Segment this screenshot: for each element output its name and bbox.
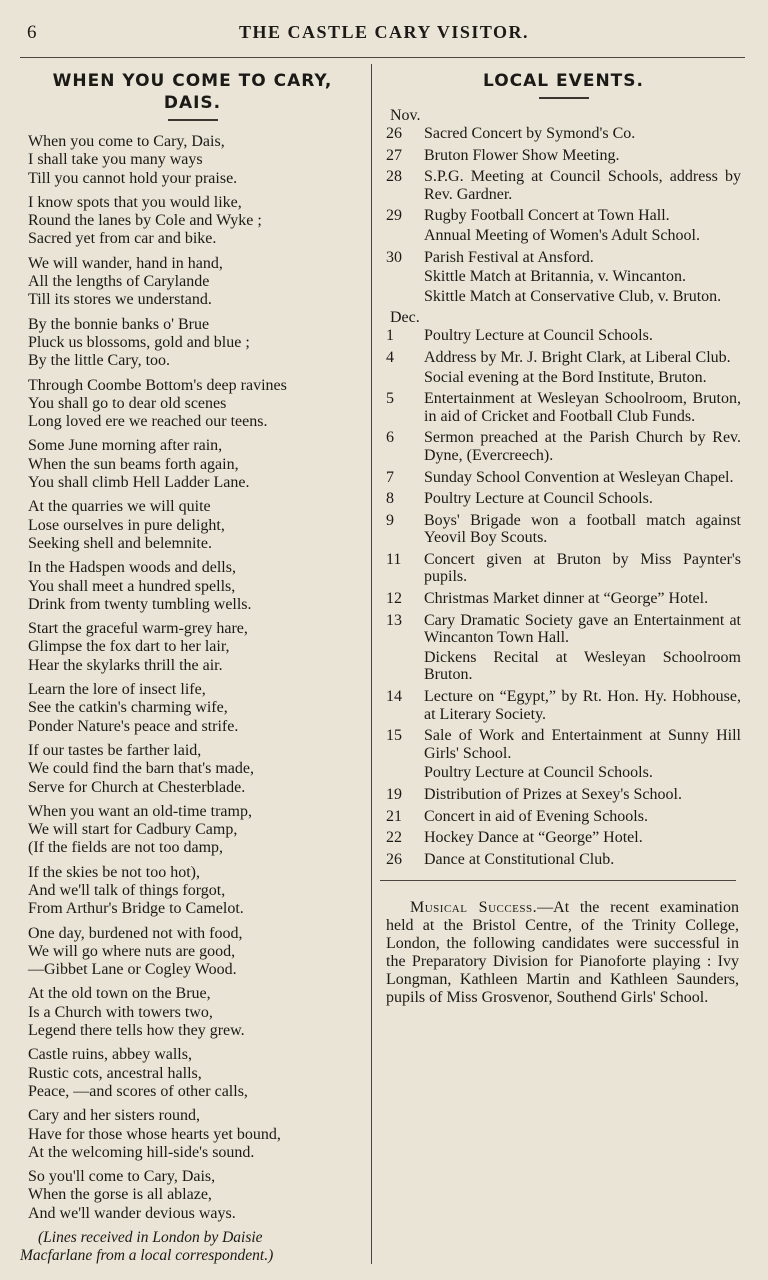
event-description: S.P.G. Meeting at Council Schools, address by Rev. Gardner. <box>424 168 741 203</box>
poem-line: By the little Cary, too. <box>28 352 171 370</box>
poem-stanza <box>28 985 365 1040</box>
poem-line: Cary and her sisters round, <box>28 1107 200 1125</box>
event-item <box>386 688 741 723</box>
event-day: 29 <box>386 207 402 225</box>
event-day: 9 <box>386 511 394 529</box>
poem-line: You shall climb Hell Ladder Lane. <box>28 474 250 492</box>
event-day: 4 <box>386 348 394 366</box>
event-descriptions <box>424 612 741 684</box>
event-description: Entertainment at Wesleyan Schoolroom, Bruton, in aid of Cricket and Football Club Funds. <box>424 390 741 425</box>
event-item <box>386 551 741 586</box>
event-descriptions <box>424 469 741 487</box>
event-descriptions <box>424 429 741 464</box>
poem-line: From Arthur's Bridge to Camelot. <box>28 900 244 918</box>
poem-line: Glimpse the fox dart to her lair, <box>28 638 230 656</box>
event-day: 19 <box>386 786 402 803</box>
poem-line: You shall go to dear old scenes <box>28 394 227 412</box>
event-day: 15 <box>386 727 402 745</box>
event-descriptions <box>424 727 741 782</box>
events-list <box>386 107 741 868</box>
event-descriptions <box>424 349 741 386</box>
event-description: Dance at Constitutional Club. <box>424 850 615 868</box>
notice-body: —At the recent examination held at the Bristol Centre, of the Trinity College, London, the following candidates were successful in the Preparatory Division for Pianoforte playing : Ivy Longman, Kathleen Martin and Kathleen Saunders, pupils of Miss Grosvenor, Southend Girls' School. <box>386 899 739 1007</box>
poem-stanza <box>28 925 365 980</box>
journal-title: THE CASTLE CARY VISITOR. <box>238 22 530 42</box>
poem-stanza <box>28 620 365 675</box>
event-day: 28 <box>386 168 402 186</box>
notice-heading: Musical Success. <box>410 899 538 917</box>
event-description: Distribution of Prizes at Sexey's School. <box>424 786 682 803</box>
event-descriptions <box>424 786 741 804</box>
event-day: 5 <box>386 390 394 408</box>
event-item <box>386 207 741 244</box>
event-description: Concert in aid of Evening Schools. <box>424 807 648 825</box>
poem-line: Pluck us blossoms, gold and blue ; <box>28 333 250 351</box>
event-description: Skittle Match at Conservative Club, v. Bruton. <box>424 287 722 305</box>
event-description: Rugby Football Concert at Town Hall. <box>424 207 670 225</box>
poem-column <box>20 70 365 1265</box>
event-day: 21 <box>386 807 402 825</box>
header-rule <box>20 57 745 58</box>
event-description: Poultry Lecture at Council Schools. <box>424 764 653 782</box>
event-descriptions <box>424 829 741 847</box>
poem-line: If the skies be not too hot), <box>28 863 200 881</box>
event-day: 7 <box>386 468 394 486</box>
event-day: 12 <box>386 590 402 608</box>
event-item <box>386 808 741 826</box>
event-day: 1 <box>386 327 394 345</box>
event-description: Lecture on “Egypt,” by Rt. Hon. Hy. Hobhouse, at Literary Society. <box>424 688 741 723</box>
poem-line: We will wander, hand in hand, <box>28 254 223 272</box>
poem-line: When you want an old-time tramp, <box>28 802 252 820</box>
event-descriptions <box>424 551 741 586</box>
notice-rule <box>380 880 736 881</box>
poem-title-line-2: DAIS. <box>163 93 222 113</box>
poem-line: Round the lanes by Cole and Wyke ; <box>28 212 262 230</box>
event-descriptions <box>424 327 741 345</box>
event-item <box>386 469 741 487</box>
event-descriptions <box>424 125 741 143</box>
events-column <box>386 70 741 1023</box>
poem-line: Drink from twenty tumbling wells. <box>28 595 252 613</box>
poem-line: We could find the barn that's made, <box>28 760 254 778</box>
event-description: Address by Mr. J. Bright Clark, at Liberal Club. <box>424 348 731 366</box>
poem-line: I know spots that you would like, <box>28 193 242 211</box>
poem-line: (If the fields are not too damp, <box>28 839 224 857</box>
event-item <box>386 147 741 165</box>
poem-stanza <box>28 864 365 919</box>
poem-body <box>20 133 365 1223</box>
event-description: Christmas Market dinner at “George” Hotel. <box>424 590 709 608</box>
event-description: Hockey Dance at “George” Hotel. <box>424 829 643 847</box>
poem-stanza <box>28 133 365 188</box>
poem-line: Rustic cots, ancestral halls, <box>28 1064 202 1082</box>
poem-line: Is a Church with towers two, <box>28 1003 213 1021</box>
poem-stanza <box>28 681 365 736</box>
event-description: Annual Meeting of Women's Adult School. <box>424 226 700 244</box>
event-description: Cary Dramatic Society gave an Entertainment at Wincanton Town Hall. <box>424 611 741 647</box>
poem-line: And we'll wander devious ways. <box>28 1204 236 1222</box>
event-day: 8 <box>386 490 394 508</box>
poem-line: All the lengths of Carylande <box>28 273 210 291</box>
event-item <box>386 429 741 464</box>
event-description: Poultry Lecture at Council Schools. <box>424 327 653 345</box>
month-label: Nov. <box>390 107 421 124</box>
poem-stanza <box>28 437 365 492</box>
event-description: Concert given at Bruton by Miss Paynter's pupils. <box>424 550 741 586</box>
poem-line: Have for those whose hearts yet bound, <box>28 1125 281 1143</box>
event-day: 27 <box>386 146 402 164</box>
event-item <box>386 327 741 345</box>
poem-line: Castle ruins, abbey walls, <box>28 1046 192 1064</box>
event-item <box>386 590 741 608</box>
poem-stanza <box>28 498 365 553</box>
attribution-line-1: (Lines received in London by Daisie <box>38 1229 263 1247</box>
poem-line: By the bonnie banks o' Brue <box>28 315 210 333</box>
page-number: 6 <box>27 22 37 43</box>
poem-line: You shall meet a hundred spells, <box>28 577 236 595</box>
event-item <box>386 786 741 804</box>
event-descriptions <box>424 490 741 508</box>
events-title: LOCAL EVENTS. <box>483 71 644 91</box>
event-description: Poultry Lecture at Council Schools. <box>424 490 653 508</box>
poem-line: Legend there tells how they grew. <box>28 1022 245 1040</box>
event-descriptions <box>424 207 741 244</box>
attribution-line-2: Macfarlane from a local correspondent.) <box>20 1247 274 1265</box>
event-day: 13 <box>386 611 402 629</box>
event-description: Sermon preached at the Parish Church by Rev. Dyne, (Evercreech). <box>424 429 741 464</box>
poem-line: And we'll talk of things forgot, <box>28 881 226 899</box>
poem-line: When the gorse is all ablaze, <box>28 1186 212 1204</box>
event-descriptions <box>424 249 741 306</box>
musical-success-notice <box>386 899 741 1007</box>
poem-line: When the sun beams forth again, <box>28 455 239 473</box>
poem-stanza <box>28 316 365 371</box>
poem-line: I shall take you many ways <box>28 151 203 169</box>
event-descriptions <box>424 590 741 608</box>
event-day: 6 <box>386 429 394 447</box>
event-item <box>386 390 741 425</box>
poem-line: We will start for Cadbury Camp, <box>28 821 238 839</box>
events-title-rule <box>539 97 589 99</box>
poem-line: Till you cannot hold your praise. <box>28 169 238 187</box>
event-item <box>386 249 741 306</box>
event-item <box>386 851 741 869</box>
poem-line: Till its stores we understand. <box>28 291 212 309</box>
poem-stanza <box>28 559 365 614</box>
event-description: Boys' Brigade won a football match against Yeovil Boy Scouts. <box>424 511 741 547</box>
poem-line: So you'll come to Cary, Dais, <box>28 1168 216 1186</box>
poem-line: Serve for Church at Chesterblade. <box>28 778 246 796</box>
poem-line: Long loved ere we reached our teens. <box>28 413 268 431</box>
event-item <box>386 727 741 782</box>
poem-stanza <box>28 194 365 249</box>
poem-line: At the welcoming hill-side's sound. <box>28 1143 255 1161</box>
poem-stanza <box>28 255 365 310</box>
poem-line: In the Hadspen woods and dells, <box>28 559 236 577</box>
event-day: 11 <box>386 550 402 568</box>
event-description: Bruton Flower Show Meeting. <box>424 146 620 164</box>
poem-line: At the old town on the Brue, <box>28 985 211 1003</box>
event-descriptions <box>424 688 741 723</box>
event-day: 26 <box>386 125 402 142</box>
poem-attribution <box>20 1229 365 1265</box>
event-description: Sunday School Convention at Wesleyan Chapel. <box>424 468 734 486</box>
poem-title-rule <box>168 119 218 121</box>
poem-title <box>20 70 365 114</box>
event-description: Sacred Concert by Symond's Co. <box>424 125 636 142</box>
poem-line: One day, burdened not with food, <box>28 924 243 942</box>
poem-stanza <box>28 742 365 797</box>
column-divider <box>371 64 372 1264</box>
event-descriptions <box>424 147 741 165</box>
poem-line: See the catkin's charming wife, <box>28 699 228 717</box>
poem-line: If our tastes be farther laid, <box>28 741 202 759</box>
poem-stanza <box>28 1046 365 1101</box>
poem-line: When you come to Cary, Dais, <box>28 133 225 150</box>
poem-stanza <box>28 377 365 432</box>
event-description: Skittle Match at Britannia, v. Wincanton. <box>424 268 686 286</box>
event-day: 26 <box>386 850 402 868</box>
poem-line: Some June morning after rain, <box>28 437 223 455</box>
poem-stanza <box>28 1107 365 1162</box>
event-day: 22 <box>386 829 402 847</box>
event-description: Parish Festival at Ansford. <box>424 248 594 266</box>
poem-line: —Gibbet Lane or Cogley Wood. <box>28 961 237 979</box>
poem-line: Learn the lore of insect life, <box>28 681 206 699</box>
event-description: Sale of Work and Entertainment at Sunny Hill Girls' School. <box>424 727 741 762</box>
poem-line: Seeking shell and belemnite. <box>28 534 212 552</box>
poem-stanza <box>28 803 365 858</box>
event-item <box>386 612 741 684</box>
event-item <box>386 490 741 508</box>
event-item <box>386 168 741 203</box>
month-label: Dec. <box>390 309 420 327</box>
poem-line: Start the graceful warm-grey hare, <box>28 620 248 638</box>
event-description: Dickens Recital at Wesleyan Schoolroom Bruton. <box>424 648 741 684</box>
poem-line: At the quarries we will quite <box>28 498 211 516</box>
event-description: Social evening at the Bord Institute, Bruton. <box>424 368 707 386</box>
event-descriptions <box>424 512 741 547</box>
event-item <box>386 349 741 386</box>
poem-title-line-1: WHEN YOU COME TO CARY, <box>52 71 333 91</box>
poem-line: Sacred yet from car and bike. <box>28 230 217 248</box>
event-descriptions <box>424 808 741 826</box>
poem-line: Peace, —and scores of other calls, <box>28 1082 248 1100</box>
poem-line: Ponder Nature's peace and strife. <box>28 717 239 735</box>
poem-line: Through Coombe Bottom's deep ravines <box>28 376 287 394</box>
event-item <box>386 512 741 547</box>
event-descriptions <box>424 851 741 869</box>
event-descriptions <box>424 168 741 203</box>
page-header <box>0 22 768 48</box>
event-day: 30 <box>386 248 402 266</box>
event-day: 14 <box>386 688 402 706</box>
event-descriptions <box>424 390 741 425</box>
poem-stanza <box>28 1168 365 1223</box>
poem-line: Hear the skylarks thrill the air. <box>28 656 223 674</box>
poem-line: Lose ourselves in pure delight, <box>28 516 225 534</box>
poem-line: We will go where nuts are good, <box>28 942 236 960</box>
event-item <box>386 125 741 143</box>
event-item <box>386 829 741 847</box>
